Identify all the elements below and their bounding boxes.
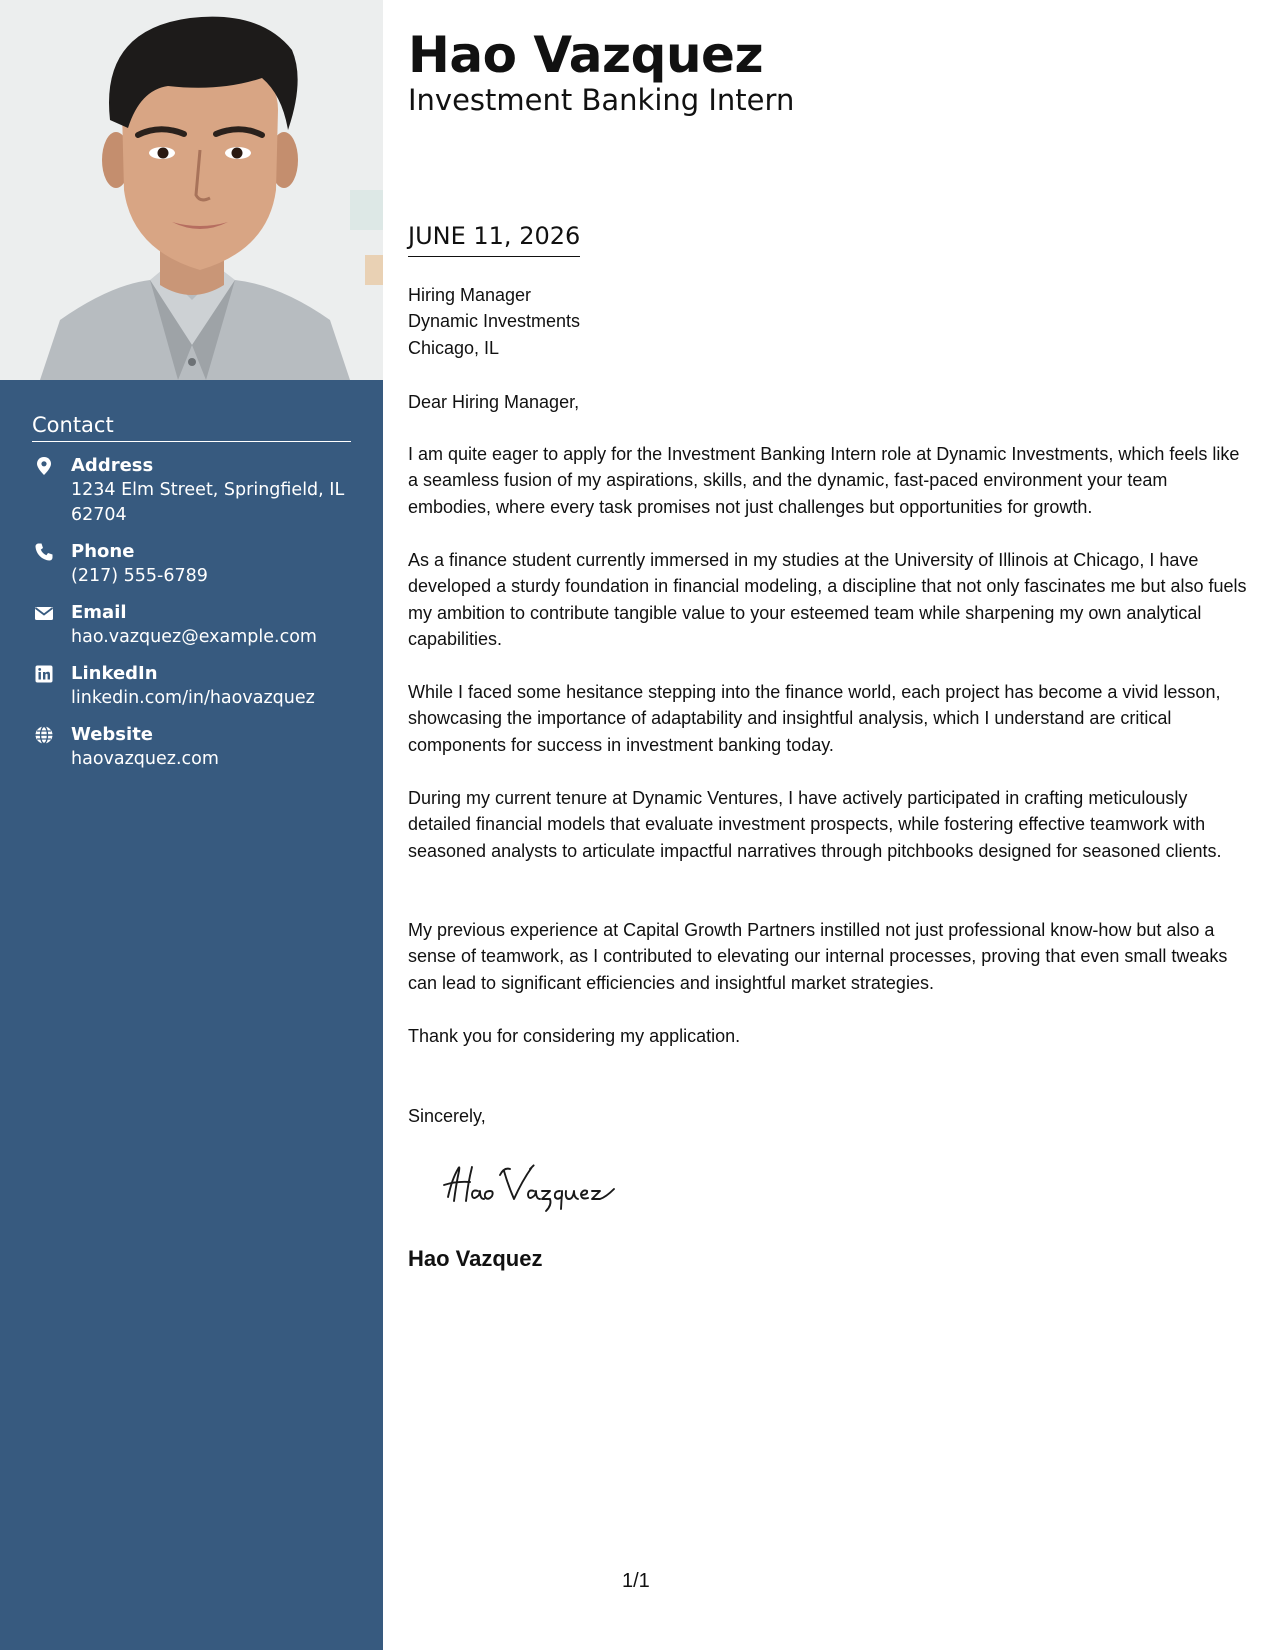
- applicant-name: Hao Vazquez: [408, 26, 764, 84]
- contact-section: [32, 413, 351, 772]
- globe-icon: [34, 725, 54, 745]
- sidebar: [0, 0, 383, 1650]
- email-label: Email: [71, 602, 127, 623]
- website-value[interactable]: haovazquez.com: [71, 749, 219, 769]
- email-value[interactable]: hao.vazquez@example.com: [71, 627, 317, 647]
- contact-email: [32, 601, 351, 650]
- letter-paragraph: My previous experience at Capital Growth Partners instilled not just professional know-how but also a sense of teamwork, as I contributed to elevating our internal processes, proving that even small tweaks can lead to significant efficiencies and insightful market strategies.: [408, 920, 1228, 993]
- page-number: 1/1: [622, 1570, 650, 1592]
- website-label: Website: [71, 724, 154, 745]
- linkedin-value[interactable]: linkedin.com/in/haovazquez: [71, 688, 315, 708]
- contact-website: [32, 723, 351, 772]
- recipient-line: Hiring Manager: [408, 285, 532, 305]
- thank-you-line: Thank you for considering my application.: [408, 1026, 741, 1046]
- recipient-line: Dynamic Investments: [408, 311, 581, 332]
- phone-label: Phone: [71, 541, 135, 562]
- profile-photo: [0, 0, 383, 380]
- recipient-block: [408, 282, 1248, 361]
- address-value: 1234 Elm Street, Springfield, IL 62704: [71, 480, 345, 525]
- contact-address: [32, 454, 351, 528]
- greeting: Dear Hiring Manager,: [408, 392, 580, 412]
- envelope-icon: [34, 603, 54, 623]
- address-label: Address: [71, 455, 154, 476]
- handwritten-signature: [438, 1155, 658, 1215]
- signer-name: Hao Vazquez: [408, 1246, 543, 1271]
- letter-paragraph: As a finance student currently immersed in my studies at the University of Illinois at Chicago, I have developed a sturdy foundation in financial modeling, a discipline that not only fascinates me but also fuels my ambition to contribute tangible value to your esteemed team while sharpening my own analytical capabilities.: [408, 550, 1247, 650]
- letter-paragraph: While I faced some hesitance stepping into the finance world, each project has become a vivid lesson, showcasing the importance of adaptability and insightful analysis, which I understand are critical components for success in investment banking today.: [408, 682, 1221, 755]
- phone-icon: [34, 542, 54, 562]
- linkedin-icon: [34, 664, 54, 684]
- phone-value: (217) 555-6789: [71, 566, 208, 586]
- letter-paragraph: I am quite eager to apply for the Investment Banking Intern role at Dynamic Investments, which feels like a seamless fusion of my aspirations, skills, and the dynamic, fast-paced environment your team embodies, where every task promises not just challenges but opportunities for growth.: [408, 444, 1240, 517]
- recipient-line: Chicago, IL: [408, 337, 500, 358]
- map-pin-icon: [34, 456, 54, 476]
- closing: Sincerely,: [408, 1106, 486, 1126]
- linkedin-label: LinkedIn: [71, 663, 158, 684]
- contact-phone: [32, 540, 351, 589]
- contact-heading: Contact: [32, 413, 351, 442]
- contact-linkedin: [32, 662, 351, 711]
- applicant-role: Investment Banking Intern: [408, 83, 795, 117]
- letter-date: JUNE 11, 2026: [408, 222, 580, 257]
- letter-paragraph: During my current tenure at Dynamic Ventures, I have actively participated in crafting meticulously detailed financial models that evaluate investment prospects, while fostering effective teamwork with seasoned analysts to articulate impactful narratives through pitchbooks designed for seasoned clients.: [408, 788, 1222, 861]
